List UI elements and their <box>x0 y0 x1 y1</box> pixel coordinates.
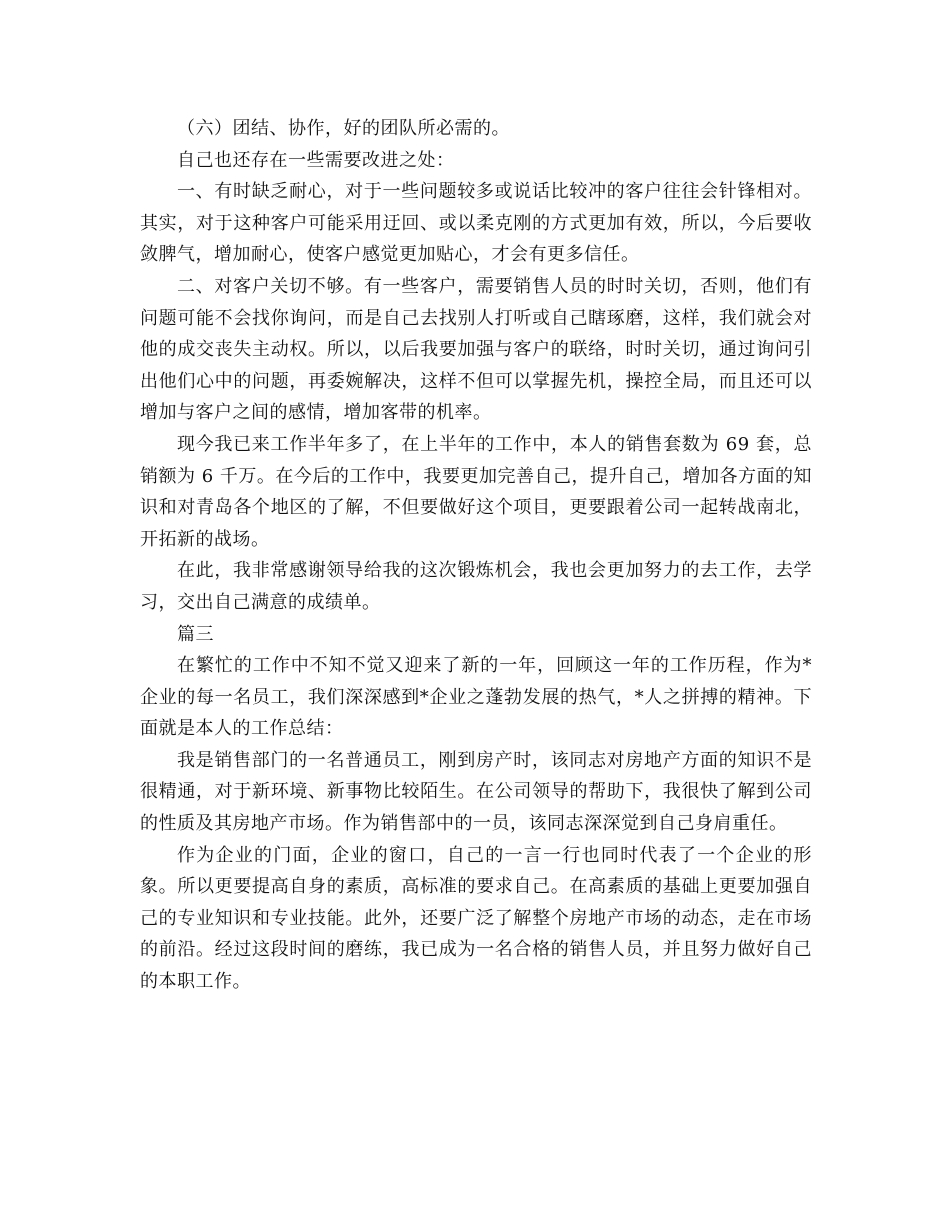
paragraph-8: 我是销售部门的一名普通员工，刚到房产时，该同志对房地产方面的知识不是很精通，对于新环境、新事物比较陌生。在公司领导的帮助下，我很快了解到公司的性质及其房地产市场。作为销售部中的一员，该同志深深觉到自己身肩重任。 <box>140 749 812 835</box>
paragraph-3: 一、有时缺乏耐心，对于一些问题较多或说话比较冲的客户往往会针锋相对。其实，对于这种客户可能采用迂回、或以柔克刚的方式更加有效，所以，今后要收敛脾气，增加耐心，使客户感觉更加贴心，才会有更多信任。 <box>140 181 812 266</box>
paragraph-1: （六）团结、协作，好的团队所必需的。 <box>177 118 510 139</box>
section-heading: 篇三 <box>177 623 214 645</box>
document-body <box>140 113 812 998</box>
paragraph-2: 自己也还存在一些需要改进之处： <box>177 149 455 171</box>
paragraph-5: 现今我已来工作半年多了，在上半年的工作中，本人的销售套数为 69 套，总销额为 6 千万。在今后的工作中，我要更加完善自己，提升自己，增加各方面的知识和对青岛各个地区的了解，不但要做好这个项目，更要跟着公司一起转战南北，开拓新的战场。 <box>140 433 812 550</box>
paragraph-7: 在繁忙的工作中不知不觉又迎来了新的一年，回顾这一年的工作历程，作为*企业的每一名员工，我们深深感到*企业之蓬勃发展的热气，*人之拼搏的精神。下面就是本人的工作总结： <box>140 655 812 740</box>
paragraph-6: 在此，我非常感谢领导给我的这次锻炼机会，我也会更加努力的去工作，去学习，交出自己满意的成绩单。 <box>140 560 812 613</box>
paragraph-4: 二、对客户关切不够。有一些客户，需要销售人员的时时关切，否则，他们有问题可能不会找你询问，而是自己去找别人打听或自己瞎琢磨，这样，我们就会对他的成交丧失主动权。所以，以后我要加强与客户的联络，时时关切，通过询问引出他们心中的问题，再委婉解决，这样不但可以掌握先机，操控全局，而且还可以增加与客户之间的感情，增加客带的机率。 <box>140 275 812 424</box>
paragraph-9: 作为企业的门面，企业的窗口，自己的一言一行也同时代表了一个企业的形象。所以更要提高自身的素质，高标准的要求自己。在高素质的基础上更要加强自己的专业知识和专业技能。此外，还要广泛了解整个房地产市场的动态，走在市场的前沿。经过这段时间的磨练，我已成为一名合格的销售人员，并且努力做好自己的本职工作。 <box>140 844 812 993</box>
